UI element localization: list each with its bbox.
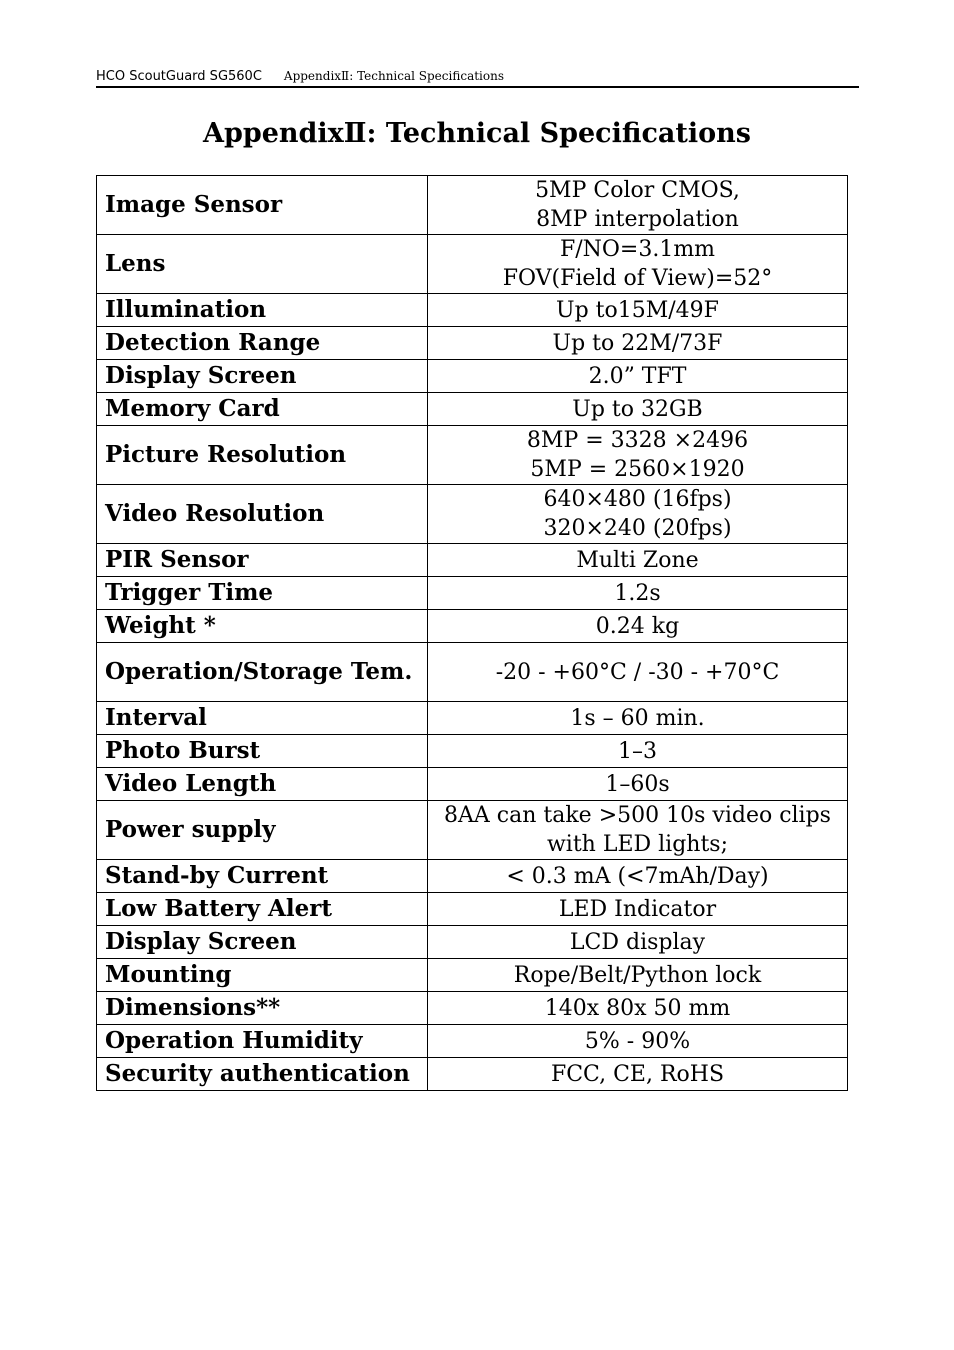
spec-value: [428, 768, 848, 801]
table-row: [97, 643, 848, 702]
table-row: [97, 393, 848, 426]
spec-label: Picture Resolution: [97, 426, 428, 485]
spec-value-line: Rope/Belt/Python lock: [513, 962, 762, 988]
header-section-name: AppendixⅡ: Technical Specifications: [283, 69, 504, 83]
spec-value: [428, 643, 848, 702]
spec-label: Memory Card: [97, 393, 428, 426]
spec-value-line: F/NO=3.1mm: [559, 237, 716, 262]
spec-value-line: -20 - +60°C / -30 - +70°C: [495, 659, 780, 685]
spec-label: Detection Range: [97, 327, 428, 360]
table-row: [97, 702, 848, 735]
spec-value-line: 1.2s: [614, 580, 661, 606]
spec-value: [428, 577, 848, 610]
table-row: [97, 735, 848, 768]
table-row: [97, 426, 848, 485]
spec-value-line: LED Indicator: [558, 896, 717, 922]
spec-label: PIR Sensor: [97, 544, 428, 577]
spec-value-line: 5% - 90%: [584, 1028, 691, 1054]
spec-value-line: 320×240 (20fps): [543, 516, 732, 541]
spec-value-line: 2.0” TFT: [588, 363, 687, 389]
spec-value: [428, 1058, 848, 1091]
spec-value: [428, 860, 848, 893]
spec-value: [428, 893, 848, 926]
spec-label: Illumination: [97, 294, 428, 327]
spec-value-line: 0.24 kg: [595, 613, 680, 639]
spec-value-line: Multi Zone: [576, 547, 699, 573]
spec-value-line: LCD display: [569, 929, 706, 955]
spec-label: Image Sensor: [97, 176, 428, 235]
table-row: [97, 327, 848, 360]
table-row: [97, 235, 848, 294]
spec-label: Display Screen: [97, 360, 428, 393]
table-row: [97, 992, 848, 1025]
table-row: [97, 610, 848, 643]
spec-value: [428, 235, 848, 294]
table-row: [97, 1025, 848, 1058]
spec-value-line: Up to15M/49F: [556, 297, 719, 323]
table-row: [97, 926, 848, 959]
header-product-name: HCO ScoutGuard SG560C: [96, 69, 262, 84]
specifications-table: [96, 175, 848, 1091]
table-row: [97, 577, 848, 610]
spec-value-line: 1–3: [618, 738, 657, 764]
spec-label: Security authentication: [97, 1058, 428, 1091]
table-row: [97, 768, 848, 801]
table-row: [97, 959, 848, 992]
spec-value: [428, 926, 848, 959]
spec-value-line: 5MP = 2560×1920: [530, 457, 745, 482]
spec-label: Video Resolution: [97, 485, 428, 544]
spec-value: [428, 1025, 848, 1058]
table-row: [97, 1058, 848, 1091]
table-row: [97, 893, 848, 926]
spec-label: Weight *: [97, 610, 428, 643]
page-header: [96, 66, 859, 88]
spec-value-line: Up to 22M/73F: [552, 330, 723, 356]
spec-value-line: FOV(Field of View)=52°: [502, 266, 773, 291]
spec-label: Trigger Time: [97, 577, 428, 610]
spec-value-line: 640×480 (16fps): [543, 487, 732, 512]
spec-label: Stand-by Current: [97, 860, 428, 893]
spec-label: Low Battery Alert: [97, 893, 428, 926]
spec-value-line: 8MP = 3328 ×2496: [526, 428, 749, 453]
spec-value: [428, 393, 848, 426]
spec-label: Display Screen: [97, 926, 428, 959]
spec-value-line: 5MP Color CMOS,: [535, 178, 740, 203]
spec-value: [428, 485, 848, 544]
spec-value-line: FCC, CE, RoHS: [550, 1061, 725, 1087]
spec-value: [428, 294, 848, 327]
spec-label: Lens: [97, 235, 428, 294]
spec-label: Photo Burst: [97, 735, 428, 768]
spec-value: [428, 992, 848, 1025]
spec-value: [428, 176, 848, 235]
spec-value: [428, 360, 848, 393]
table-row: [97, 544, 848, 577]
spec-label: Dimensions**: [97, 992, 428, 1025]
spec-value-line: with LED lights;: [546, 832, 729, 857]
table-row: [97, 485, 848, 544]
table-row: [97, 360, 848, 393]
spec-label: Operation Humidity: [97, 1025, 428, 1058]
spec-value: [428, 610, 848, 643]
spec-value: [428, 327, 848, 360]
spec-value: [428, 801, 848, 860]
spec-label: Interval: [97, 702, 428, 735]
spec-label: Mounting: [97, 959, 428, 992]
spec-label: Power supply: [97, 801, 428, 860]
page-title: AppendixⅡ: Technical Specifications: [203, 118, 751, 149]
spec-value: [428, 735, 848, 768]
spec-label: Video Length: [97, 768, 428, 801]
spec-value: [428, 702, 848, 735]
spec-value-line: < 0.3 mA (<7mAh/Day): [506, 863, 769, 889]
spec-value: [428, 959, 848, 992]
spec-value-line: 1s – 60 min.: [570, 705, 705, 731]
spec-value: [428, 426, 848, 485]
table-row: [97, 860, 848, 893]
spec-value-line: 8MP interpolation: [536, 207, 739, 232]
spec-value: [428, 544, 848, 577]
spec-label: Operation/Storage Tem.: [97, 643, 428, 702]
spec-value-line: 8AA can take >500 10s video clips: [444, 803, 831, 828]
table-row: [97, 294, 848, 327]
spec-value-line: Up to 32GB: [572, 396, 703, 422]
spec-value-line: 140x 80x 50 mm: [544, 995, 731, 1021]
table-row: [97, 801, 848, 860]
table-row: [97, 176, 848, 235]
spec-value-line: 1–60s: [605, 771, 670, 797]
